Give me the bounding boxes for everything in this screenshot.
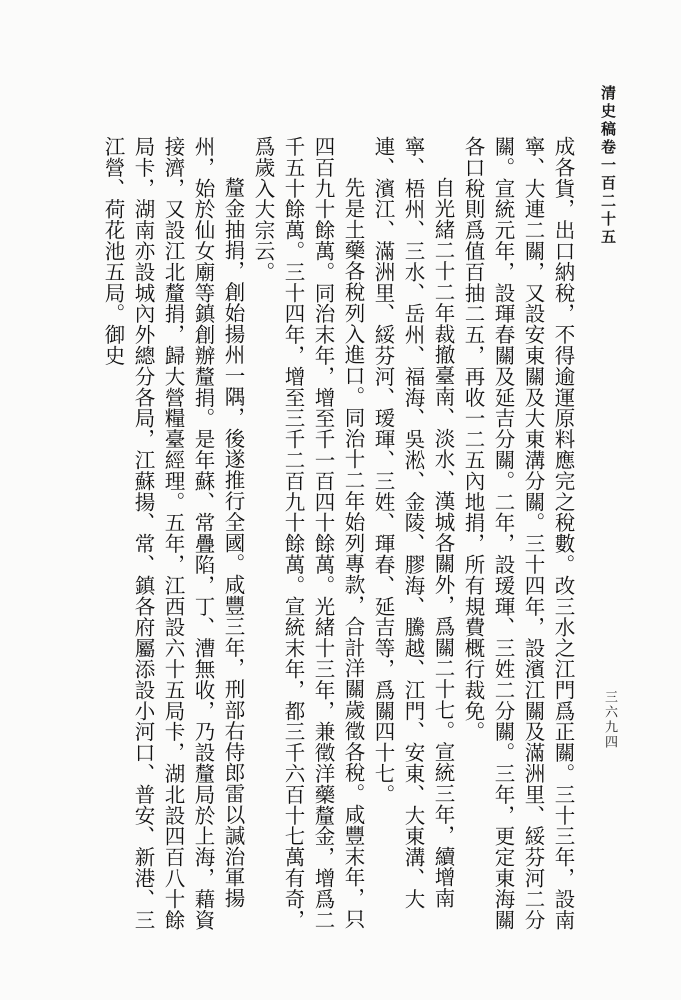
body-text — [80, 136, 578, 936]
paragraph-likin: 釐金抽捐，創始揚州一隅，後遂推行全國。咸豐三年，刑部右侍郎雷以諴治軍揚州，始於仙女廟等鎮創辦釐捐。是年蘇、常疊陷，丁、漕無收，乃設釐局於上海，藉資接濟，又設江北釐捐，歸大營糧臺經理。五年，江西設六十五局卡，湖北設四百八十餘局卡，湖南亦設城內外總分各局，江蘇揚、常、鎮各府屬添設小河口、普安、新港、三江營、荷花池五局。御史 — [101, 136, 245, 931]
paragraph-tax-revenue: 先是土藥各稅列入進口。同治十二年始列專款，合計洋關歲徵各稅。咸豐末年，只四百九十餘萬。同治末年，增至千一百四十餘萬。光緒十三年，兼徵洋藥釐金，增爲二千五十餘萬。三十四年，增至三千二百九十餘萬。宣統末年，都三千六百十七萬有奇，爲歲入大宗云。 — [251, 136, 365, 931]
running-title: 清史稿卷一百二十五 — [599, 85, 617, 247]
paragraph-customs-duties: 成各貨，出口納稅，不得逾運原料應完之稅數。改三水之江門爲正關。三十三年，設南寧、大連二關，又設安東關及大東溝分關。三十四年，設濱江關及滿洲里、綏芬河二分關。宣統元年，設琿春關及延吉分關。二年，設瑷琿、三姓二分關。三年，更定東海關各口稅則爲值百抽二五，再收一二五內地捐，所有規費概行裁免。 — [461, 136, 575, 931]
paragraph-customs-houses: 自光緒二十二年裁撤臺南、淡水、漢城各關外，爲關二十七。宣統三年，續增南寧、梧州、三水、岳州、福海、吳淞、金陵、膠海、騰越、江門、安東、大東溝、大連、濱江、滿洲里、綏芬河、瑷琿、三姓、琿春、延吉等，爲關四十七。 — [371, 136, 455, 910]
page-number: 三六九四 — [602, 690, 617, 750]
